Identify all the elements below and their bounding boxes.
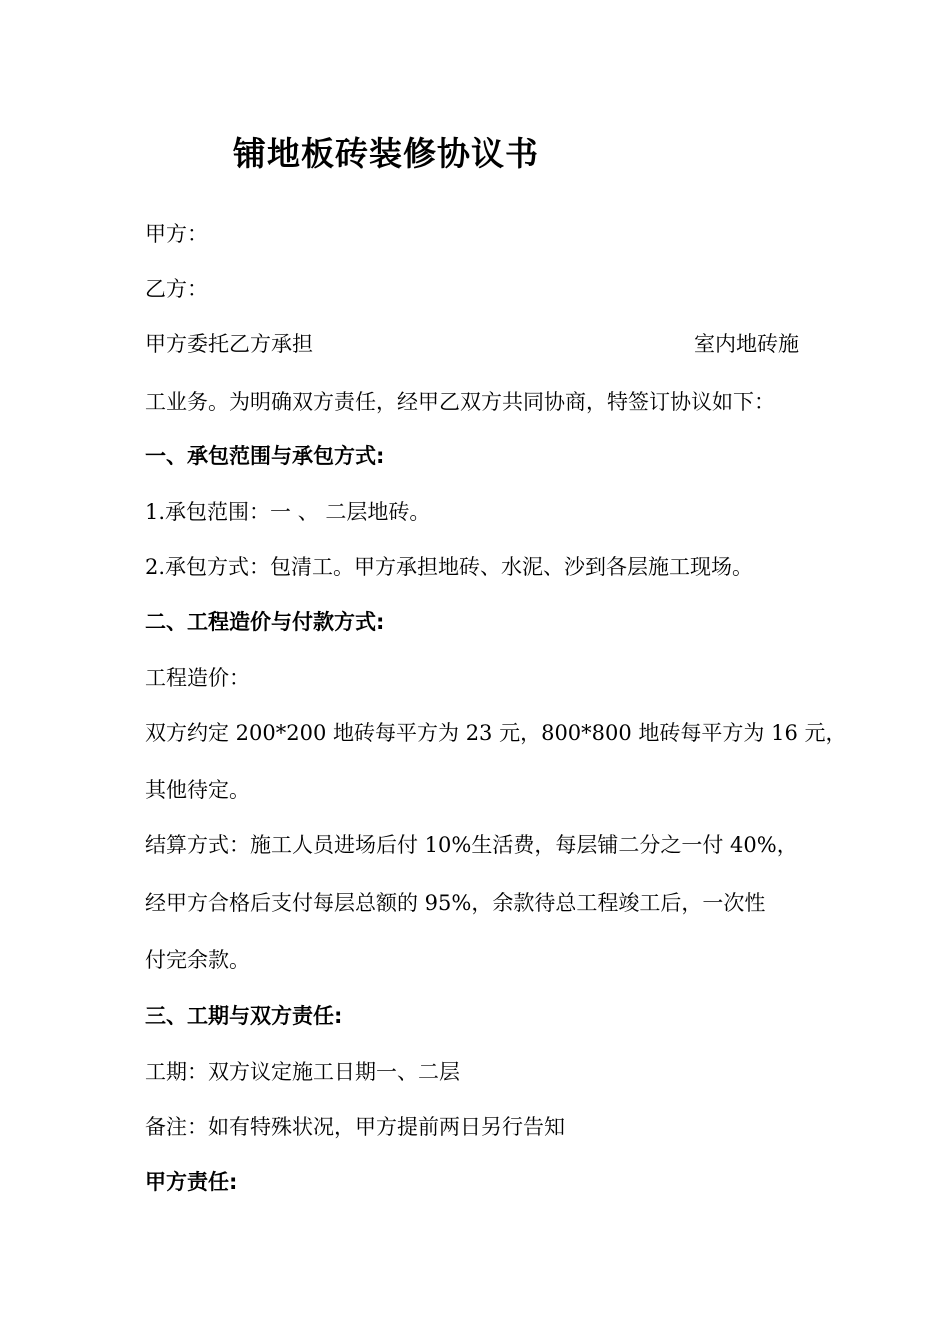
price-text-line-2: 其他待定。 <box>145 778 250 802</box>
party-a-label: 甲方： <box>145 222 208 246</box>
entrust-text-continued: 工业务。为明确双方责任，经甲乙双方共同协商，特签订协议如下： <box>145 390 775 414</box>
price-text-line-1: 双方约定 200*200 地砖每平方为 23 元，800*800 地砖每平方为 16 元， <box>145 721 847 745</box>
entrust-text-left: 甲方委托乙方承担 <box>145 332 313 356</box>
section-2-heading: 二、工程造价与付款方式: <box>145 610 385 634</box>
section-1-item-2: 2.承包方式：包清工。甲方承担地砖、水泥、沙到各层施工现场。 <box>145 555 754 579</box>
party-a-responsibility-heading: 甲方责任: <box>145 1170 238 1194</box>
settlement-line-3: 付完余款。 <box>145 948 250 972</box>
settlement-line-1: 结算方式：施工人员进场后付 10%生活费，每层铺二分之一付 40%， <box>145 833 798 857</box>
remark-line: 备注：如有特殊状况，甲方提前两日另行告知 <box>145 1115 565 1139</box>
party-b-label: 乙方： <box>145 277 208 301</box>
settlement-line-2: 经甲方合格后支付每层总额的 95%，余款待总工程竣工后，一次性 <box>145 891 766 915</box>
period-line: 工期：双方议定施工日期一、二层 <box>145 1060 460 1084</box>
document-title: 铺地板砖装修协议书 <box>233 134 539 173</box>
section-1-heading: 一、承包范围与承包方式: <box>145 444 385 468</box>
entrust-text-right: 室内地砖施 <box>694 332 799 356</box>
section-3-heading: 三、工期与双方责任: <box>145 1004 343 1028</box>
section-1-item-1: 1.承包范围：一 、 二层地砖。 <box>145 500 431 524</box>
price-label: 工程造价： <box>145 666 250 690</box>
